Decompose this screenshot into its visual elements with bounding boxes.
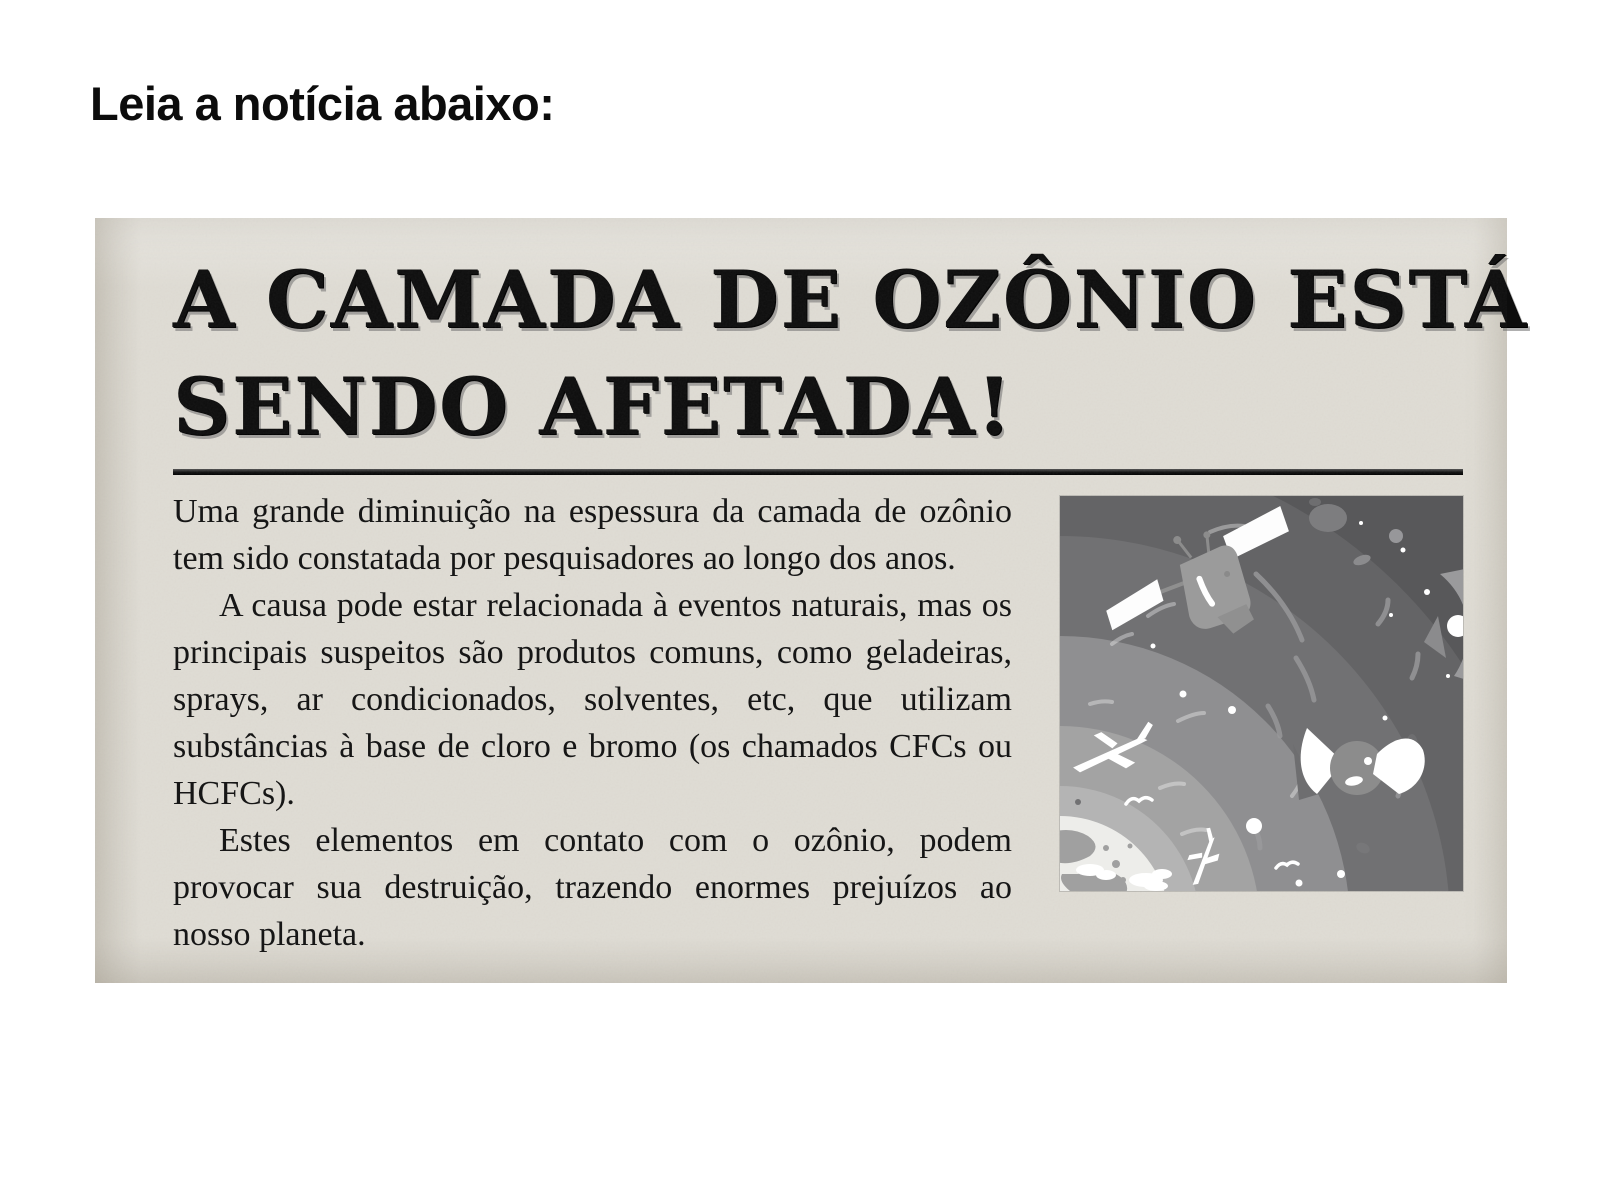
page-title: Leia a notícia abaixo: <box>90 77 555 130</box>
news-clipping <box>95 218 1529 983</box>
article-paragraph-3: Estes elementos em contato com o ozônio, podem provocar sua destruição, trazendo enormes prejuízos ao nosso planeta. <box>173 822 1012 953</box>
headline-line-2: SENDO AFETADA! <box>173 360 1014 453</box>
ozone-illustration <box>1060 496 1463 891</box>
article-paragraph-2: A causa pode estar relacionada à eventos naturais, mas os principais suspeitos são produtos comuns, como geladeiras, sprays, ar condicionados, solventes, etc, que utilizam substâncias à base de cloro e bromo (os chamados CFCs ou HCFCs). <box>173 587 1012 812</box>
headline-divider <box>173 469 1463 475</box>
article-body <box>173 488 1463 958</box>
article-paragraph-1: Uma grande diminuição na espessura da camada de ozônio tem sido constatada por pesquisadores ao longo dos anos. <box>173 493 1012 577</box>
article-headline <box>173 246 1529 460</box>
ozone-illustration-graphic <box>1060 496 1463 891</box>
headline-line-1: A CAMADA DE OZÔNIO ESTÁ <box>173 253 1529 346</box>
